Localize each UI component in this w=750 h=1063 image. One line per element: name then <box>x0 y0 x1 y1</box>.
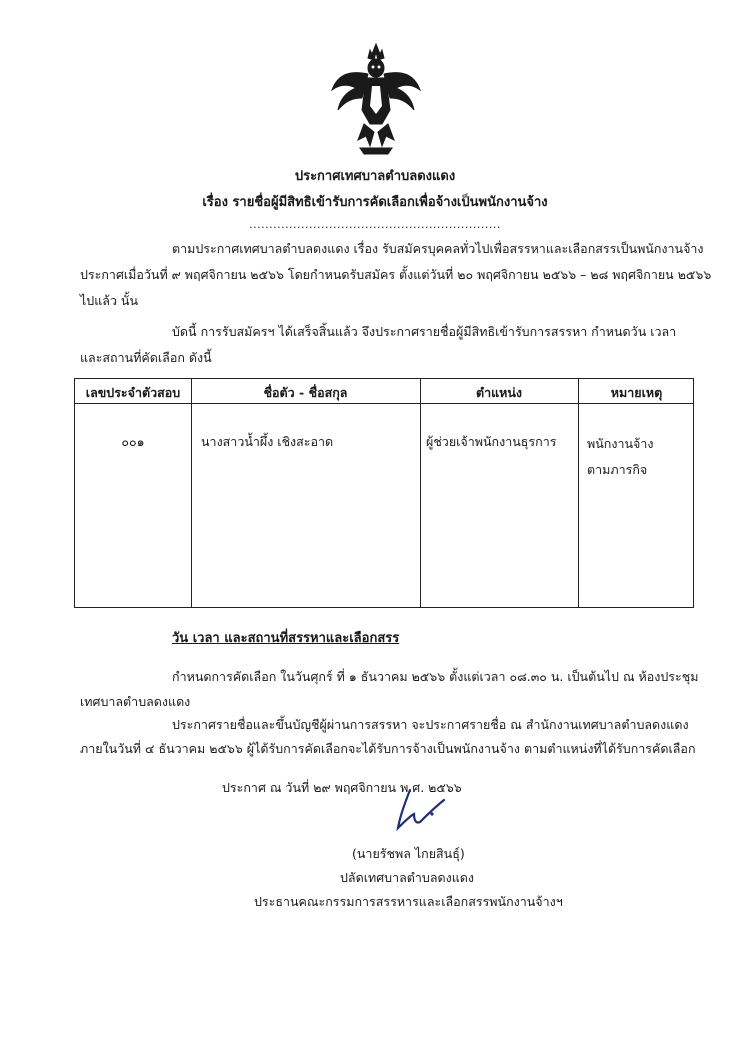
cell-exam-id: ๐๐๑ <box>121 434 145 449</box>
table-divider <box>578 379 579 607</box>
header-exam-id: เลขประจำตัวสอบ <box>85 385 181 400</box>
cell-position: ผู้ช่วยเจ้าพนักงานธุรการ <box>426 434 557 449</box>
divider-dots: ............................................................... <box>249 218 501 231</box>
cell-note-line1: พนักงานจ้าง <box>587 436 654 451</box>
signer-name: (นายรัชพล ไกยสินธุ์) <box>352 846 465 861</box>
header-note: หมายเหตุ <box>610 385 663 400</box>
table-divider <box>420 379 421 607</box>
table-header-rule <box>75 403 693 404</box>
schedule-line4: ภายในวันที่ ๔ ธันวาคม ๒๕๖๖ ผู้ได้รับการคัดเลือกจะได้รับการจ้างเป็นพนักงานจ้าง ตามตำแหน่งที่ได้รับการคัดเลือก <box>80 741 696 756</box>
schedule-heading: วัน เวลา และสถานที่สรรหาและเลือกสรร <box>172 631 400 646</box>
cell-note-line2: ตามภารกิจ <box>587 462 648 477</box>
cell-name: นางสาวน้ำผึ้ง เชิงสะอาด <box>201 434 334 449</box>
para2-line2: และสถานที่คัดเลือก ดังนี้ <box>80 350 212 365</box>
schedule-line1: กำหนดการคัดเลือก ในวันศุกร์ ที่ ๑ ธันวาคม ๒๕๖๖ ตั้งแต่เวลา ๐๘.๓๐ น. เป็นต้นไป ณ ห้องประชุม <box>172 669 699 684</box>
para1-line2: ประกาศเมื่อวันที่ ๙ พฤศจิกายน ๒๕๖๖ โดยกำหนดรับสมัคร ตั้งแต่วันที่ ๒๐ พฤศจิกายน ๒๕๖๖ – ๒๘ พฤศจิกายน ๒๕๖๖ <box>80 267 712 282</box>
para1-line1: ตามประกาศเทศบาลตำบลดงแดง เรื่อง รับสมัครบุคคลทั่วไปเพื่อสรรหาและเลือกสรรเป็นพนักงานจ้าง <box>172 241 704 256</box>
subject-line: เรื่อง รายชื่อผู้มีสิทธิเข้ารับการคัดเลือกเพื่อจ้างเป็นพนักงานจ้าง <box>202 195 548 210</box>
para2-line1: บัดนี้ การรับสมัครฯ ได้เสร็จสิ้นแล้ว จึงประกาศรายชื่อผู้มีสิทธิเข้ารับการสรรหา กำหนดวัน เวลา <box>172 324 677 339</box>
header-position: ตำแหน่ง <box>475 385 523 400</box>
page-title: ประกาศเทศบาลตำบลดงแดง <box>294 169 456 184</box>
garuda-emblem-icon <box>330 40 422 156</box>
table-divider <box>191 379 192 607</box>
signature-mark <box>392 786 452 846</box>
header-name: ชื่อตัว - ชื่อสกุล <box>263 385 348 400</box>
signer-role: ประธานคณะกรรมการสรรหารและเลือกสรรพนักงานจ้างฯ <box>254 894 563 909</box>
announcement-date: ประกาศ ณ วันที่ ๒๙ พฤศจิกายน พ.ศ. ๒๕๖๖ <box>222 780 462 795</box>
candidate-table <box>74 378 694 608</box>
schedule-line2: เทศบาลตำบลดงแดง <box>80 694 191 709</box>
signer-title: ปลัดเทศบาลตำบลดงแดง <box>340 870 475 885</box>
para1-line3: ไปแล้ว นั้น <box>80 293 139 308</box>
schedule-line3: ประกาศรายชื่อและขึ้นบัญชีผู้ผ่านการสรรหา จะประกาศรายชื่อ ณ สำนักงานเทศบาลตำบลดงแดง <box>172 717 689 732</box>
